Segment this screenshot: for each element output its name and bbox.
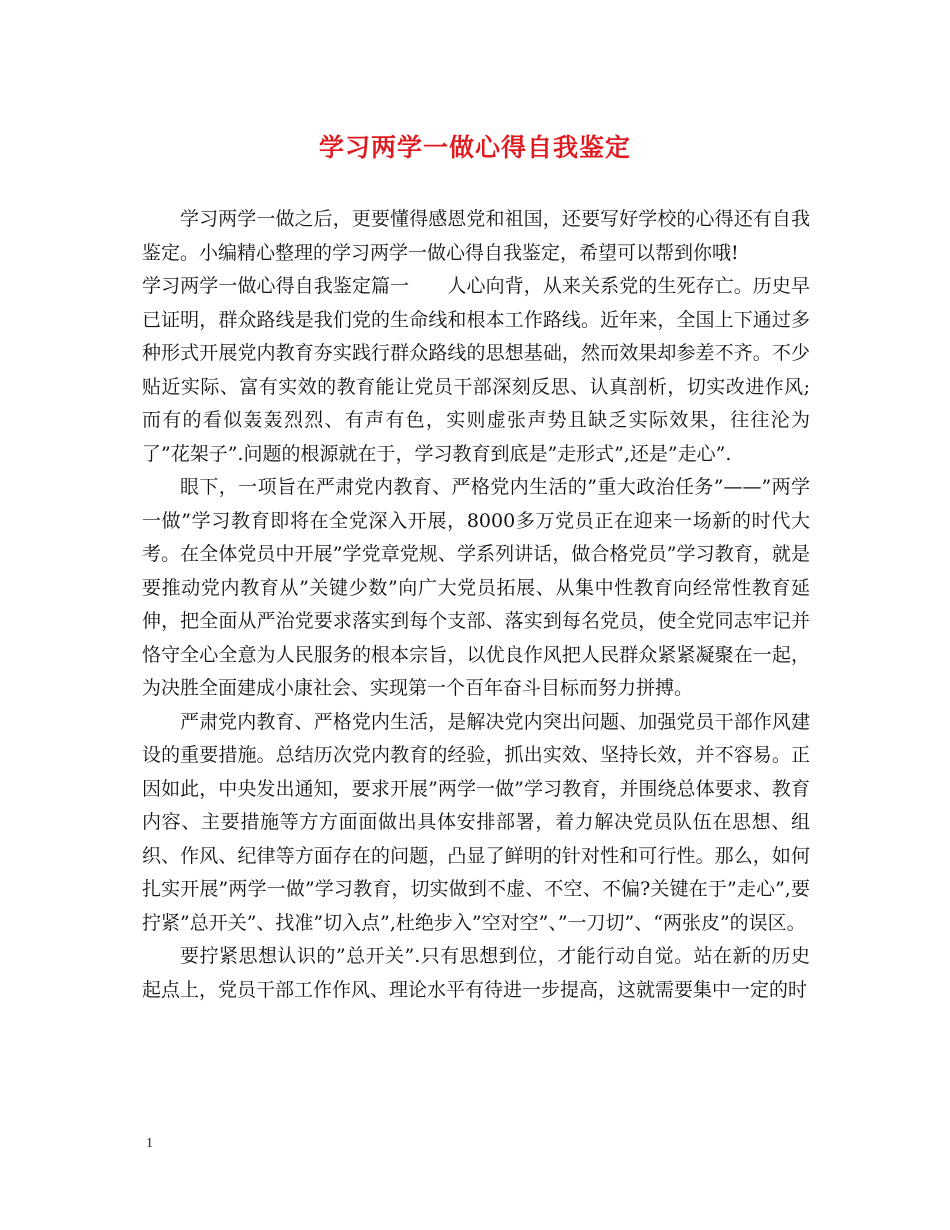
paragraph-two: 眼下，一项旨在严肃党内教育、严格党内生活的”重大政治任务”——”两学一做”学习教育即将在全党深入开展，8000多万党员正在迎来一场新的时代大考。在全体党员中开展”学党章党规、学系列讲话，做合格党员”学习教育，就是要推动党内教育从”关键少数”向广大党员拓展、从集中性教育向经常性教育延伸，把全面从严治党要求落实到每个支部、落实到每名党员，使全党同志牢记并恪守全心全意为人民服务的根本宗旨，以优良作风把人民群众紧紧凝聚在一起，为决胜全面建成小康社会、实现第一个百年奋斗目标而努力拼搏。	[142, 476, 810, 699]
paragraph-section-one: 学习两学一做心得自我鉴定篇一 人心向背，从来关系党的生死存亡。历史早已证明，群众路线是我们党的生命线和根本工作路线。近年来，全国上下通过多种形式开展党内教育夯实践行群众路线的思想基础，然而效果却参差不齐。不少贴近实际、富有实效的教育能让党员干部深刻反思、认真剖析，切实改进作风;而有的看似轰轰烈烈、有声有色，实则虚张声势且缺乏实际效果，往往沦为了”花架子”.问题的根源就在于，学习教育到底是”走形式”,还是”走心”.	[142, 275, 810, 465]
document-body	[142, 203, 810, 1007]
paragraph-intro: 学习两学一做之后，更要懂得感恩党和祖国，还要写好学校的心得还有自我鉴定。小编精心整理的学习两学一做心得自我鉴定，希望可以帮到你哦!	[142, 208, 810, 264]
page-number: 1	[146, 1136, 153, 1151]
paragraph-four: 要拧紧思想认识的”总开关”.只有思想到位，才能行动自觉。站在新的历史起点上，党员干部工作作风、理论水平有待进一步提高，这就需要集中一定的时	[142, 945, 810, 1001]
document-title: 学习两学一做心得自我鉴定	[318, 133, 631, 162]
paragraph-three: 严肃党内教育、严格党内生活，是解决党内突出问题、加强党员干部作风建设的重要措施。总结历次党内教育的经验，抓出实效、坚持长效，并不容易。正因如此，中央发出通知，要求开展”两学一做”学习教育，并围绕总体要求、教育内容、主要措施等方方面面做出具体安排部署，着力解决党员队伍在思想、组织、作风、纪律等方面存在的问题，凸显了鲜明的针对性和可行性。那么，如何扎实开展”两学一做”学习教育，切实做到不虚、不空、不偏?关键在于”走心”,要拧紧”总开关”、找准”切入点”,杜绝步入”空对空”、”一刀切”、“两张皮”的误区。	[142, 710, 810, 934]
